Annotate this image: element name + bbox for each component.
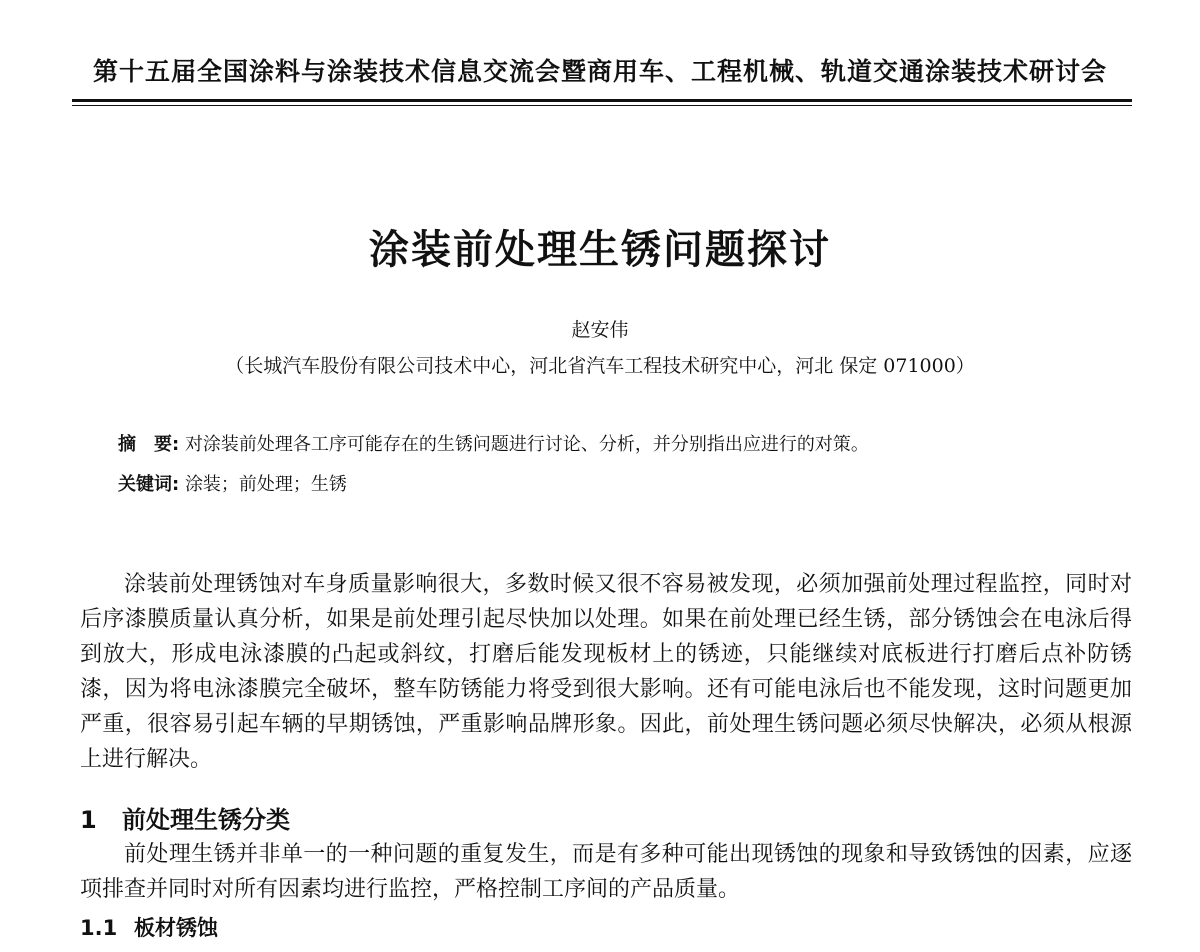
author-affiliation: （长城汽车股份有限公司技术中心，河北省汽车工程技术研究中心，河北 保定 071000） xyxy=(225,355,975,377)
section-paragraph: 前处理生锈并非单一的一种问题的重复发生，而是有多种可能出现锈蚀的现象和导致锈蚀的因素，应逐项排查并同时对所有因素均进行监控，严格控制工序间的产品质量。 xyxy=(80,842,1132,902)
subsection-heading xyxy=(80,912,218,942)
keywords xyxy=(118,470,347,496)
section-title: 前处理生锈分类 xyxy=(122,806,290,834)
header-rule-thick xyxy=(72,99,1132,102)
author-name: 赵安伟 xyxy=(571,319,629,341)
section-number: 1 xyxy=(80,806,97,834)
abstract-label: 摘 要: xyxy=(118,434,180,455)
abstract-text: 对涂装前处理各工序可能存在的生锈问题进行讨论、分析，并分别指出应进行的对策。 xyxy=(184,434,869,455)
section-body xyxy=(80,837,1132,907)
subsection-number: 1.1 xyxy=(80,916,118,940)
section-heading xyxy=(80,800,290,835)
conference-header: 第十五届全国涂料与涂装技术信息交流会暨商用车、工程机械、轨道交通涂装技术研讨会 xyxy=(92,57,1107,86)
paper-title: 涂装前处理生锈问题探讨 xyxy=(369,227,831,273)
keywords-label: 关键词: xyxy=(118,474,180,495)
intro-paragraph: 涂装前处理锈蚀对车身质量影响很大，多数时候又很不容易被发现，必须加强前处理过程监控，同时对后序漆膜质量认真分析，如果是前处理引起尽快加以处理。如果在前处理已经生锈，部分锈蚀会在电泳后得到放大，形成电泳漆膜的凸起或斜纹，打磨后能发现板材上的锈迹，只能继续对底板进行打磨后点补防锈漆，因为将电泳漆膜完全破坏，整车防锈能力将受到很大影响。还有可能电泳后也不能发现，这时问题更加严重，很容易引起车辆的早期锈蚀，严重影响品牌形象。因此，前处理生锈问题必须尽快解决，必须从根源上进行解决。 xyxy=(80,572,1132,772)
abstract xyxy=(118,430,869,456)
intro-section xyxy=(80,567,1132,777)
subsection-title: 板材锈蚀 xyxy=(134,916,218,940)
keywords-text: 涂装；前处理；生锈 xyxy=(184,474,347,495)
header-rule-thin xyxy=(72,105,1132,106)
